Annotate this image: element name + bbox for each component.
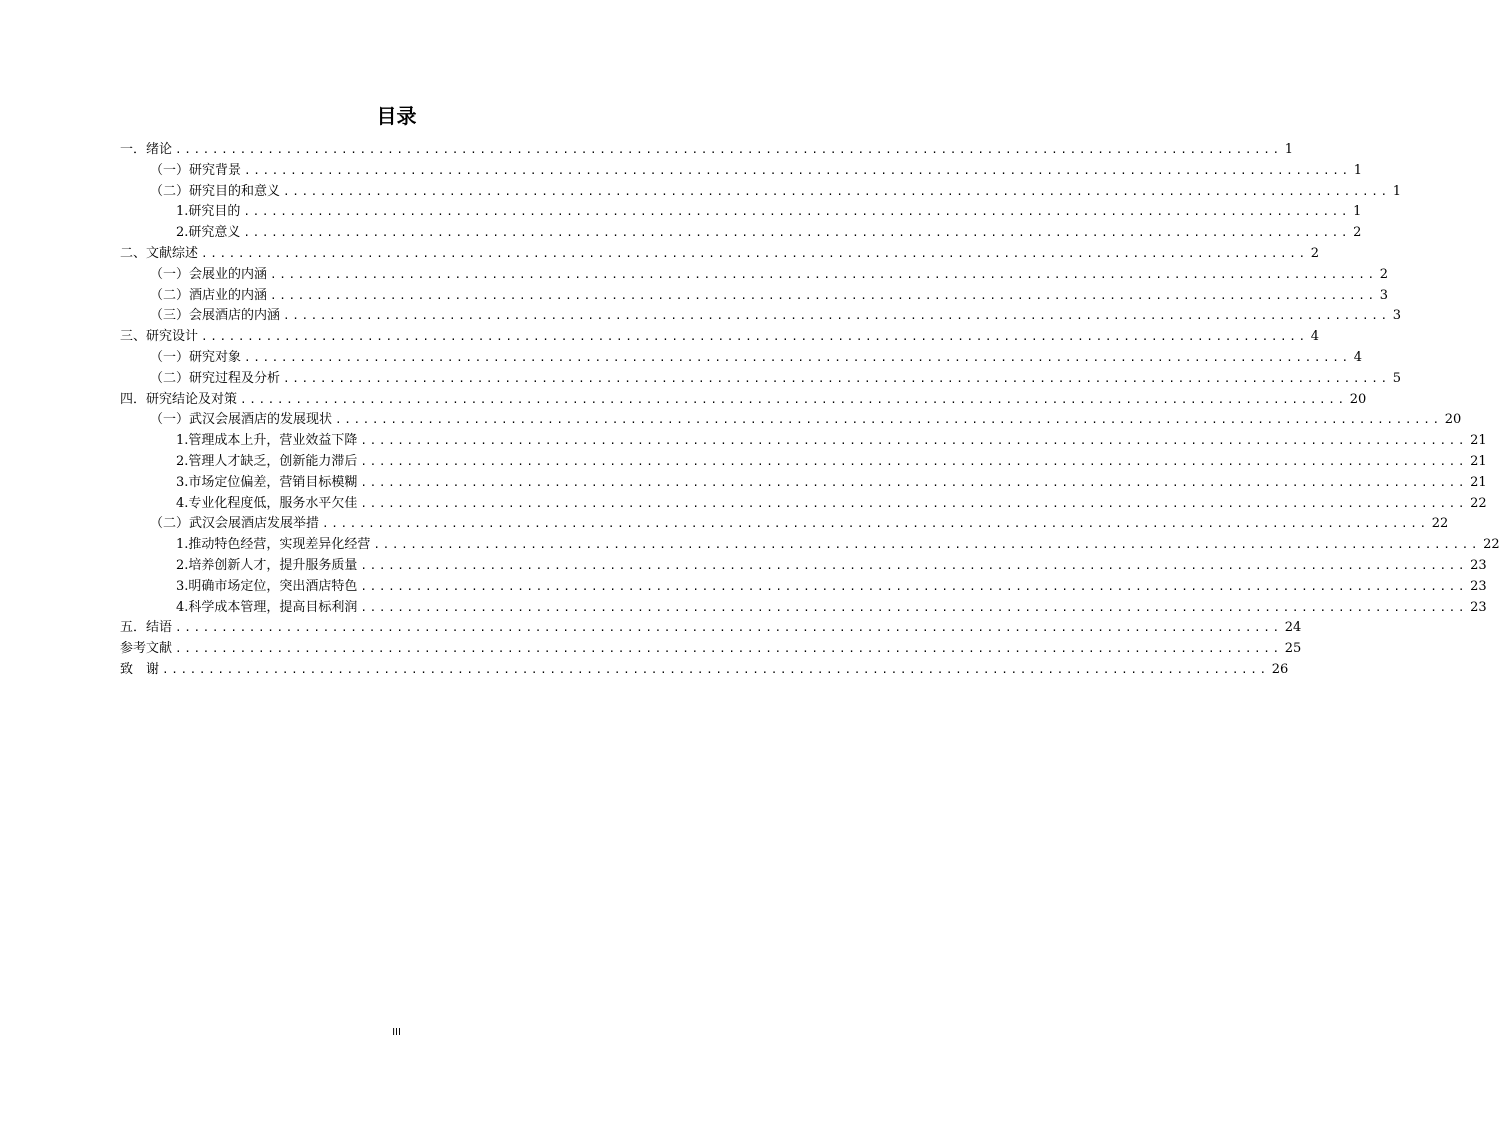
toc-entry-page-number: 4: [1353, 349, 1363, 365]
toc-entry-page-number: 3: [1379, 287, 1389, 303]
toc-entry[interactable]: [120, 348, 1363, 369]
toc-entry-label: （二）研究过程及分析: [150, 370, 281, 386]
toc-entry-label: （二）研究目的和意义: [150, 183, 281, 199]
toc-entry[interactable]: [120, 223, 1362, 244]
toc-entry-label: 参考文献: [120, 641, 173, 657]
toc-dot-leader: ........................................................................................................................: [175, 621, 1282, 635]
toc-dot-leader: ........................................................................................................................: [283, 371, 1390, 385]
toc-entry-label: 1.管理成本上升，营业效益下降: [176, 433, 358, 449]
toc-entry[interactable]: [120, 452, 1487, 473]
toc-dot-leader: ........................................................................................................................: [175, 642, 1282, 656]
toc-entry[interactable]: [120, 140, 1294, 161]
toc-entry[interactable]: [120, 598, 1487, 619]
toc-entry-label: 2.管理人才缺乏，创新能力滞后: [176, 453, 358, 469]
toc-entry-page-number: 1: [1353, 204, 1362, 220]
toc-entry[interactable]: [120, 161, 1363, 182]
toc-entry-label: 4.科学成本管理，提高目标利润: [176, 599, 358, 615]
toc-entry[interactable]: [120, 556, 1487, 577]
toc-dot-leader: ........................................................................................................................: [162, 662, 1269, 676]
toc-entry-page-number: 3: [1392, 308, 1402, 324]
toc-entry[interactable]: [120, 494, 1487, 515]
toc-dot-leader: ........................................................................................................................: [201, 246, 1308, 260]
toc-dot-leader: ........................................................................................................................: [270, 288, 1377, 302]
toc-dot-leader: ........................................................................................................................: [244, 350, 1351, 364]
toc-entry-page-number: 5: [1392, 370, 1402, 386]
toc-entry-label: 2.研究意义: [176, 225, 241, 241]
toc-entry-label: （三）会展酒店的内涵: [150, 308, 281, 324]
toc-entry-label: （一）会展业的内涵: [150, 266, 268, 282]
toc-dot-leader: ........................................................................................................................: [243, 226, 1351, 240]
toc-entry[interactable]: [120, 535, 1500, 556]
toc-entry-page-number: 22: [1483, 537, 1500, 553]
toc-entry-page-number: 2: [1353, 225, 1362, 241]
toc-entry-label: 致 谢: [120, 661, 160, 677]
toc-entry-page-number: 20: [1349, 391, 1367, 407]
toc-entry[interactable]: [120, 410, 1462, 431]
toc-entry-page-number: 1: [1392, 183, 1402, 199]
toc-entry-page-number: 22: [1431, 516, 1449, 532]
toc-entry-page-number: 21: [1470, 433, 1487, 449]
toc-entry-label: 五．结语: [120, 620, 173, 636]
toc-entry-label: 2.培养创新人才，提升服务质量: [176, 557, 358, 573]
toc-dot-leader: ........................................................................................................................: [240, 392, 1347, 406]
toc-entry-label: 四．研究结论及对策: [120, 391, 238, 407]
toc-entry-page-number: 1: [1284, 142, 1294, 157]
toc-entry-label: （一）研究对象: [150, 349, 242, 365]
toc-dot-leader: ........................................................................................................................: [283, 184, 1390, 198]
toc-dot-leader: ........................................................................................................................: [360, 496, 1468, 510]
toc-entry[interactable]: [120, 431, 1487, 452]
toc-entry[interactable]: [120, 618, 1302, 639]
page-title: 目录: [376, 104, 417, 128]
toc-entry-label: （二）酒店业的内涵: [150, 287, 268, 303]
toc-entry-label: 三、研究设计: [120, 329, 199, 345]
toc-entry[interactable]: [120, 577, 1487, 598]
toc-entry-page-number: 21: [1470, 453, 1487, 469]
toc-entry-label: 二、文献综述: [120, 245, 199, 261]
toc-entry-label: （二）武汉会展酒店发展举措: [150, 516, 320, 532]
toc-entry-page-number: 24: [1284, 620, 1302, 636]
toc-dot-leader: ........................................................................................................................: [360, 475, 1468, 489]
toc-entry-label: 1.研究目的: [176, 204, 241, 220]
toc-entry[interactable]: [120, 306, 1402, 327]
toc-dot-leader: ........................................................................................................................: [201, 330, 1308, 344]
toc-dot-leader: ........................................................................................................................: [283, 309, 1390, 323]
toc-dot-leader: ........................................................................................................................: [360, 434, 1468, 448]
toc-entry-label: （一）研究背景: [150, 162, 242, 178]
toc-entry-label: 3.市场定位偏差，营销目标模糊: [176, 474, 358, 490]
toc-entry-label: 一．绪论: [120, 142, 173, 157]
toc-entry-page-number: 21: [1470, 474, 1487, 490]
toc-dot-leader: ........................................................................................................................: [322, 517, 1429, 531]
toc-entry[interactable]: [120, 473, 1487, 494]
toc-entry-page-number: 2: [1310, 245, 1320, 261]
toc-entry[interactable]: [120, 202, 1362, 223]
toc-entry[interactable]: [120, 639, 1302, 660]
toc-entry-page-number: 1: [1353, 162, 1363, 178]
toc-dot-leader: ........................................................................................................................: [335, 413, 1442, 427]
toc-entry-page-number: 23: [1470, 557, 1487, 573]
toc-dot-leader: ........................................................................................................................: [270, 267, 1377, 281]
toc-entry-page-number: 25: [1284, 641, 1302, 657]
toc-entry-page-number: 22: [1470, 495, 1487, 511]
toc-dot-leader: ........................................................................................................................: [373, 538, 1481, 552]
toc-entry[interactable]: [120, 265, 1389, 286]
toc-dot-leader: ........................................................................................................................: [244, 163, 1351, 177]
page-number: III: [392, 1027, 401, 1038]
toc-entry[interactable]: [120, 514, 1449, 535]
toc-dot-leader: ........................................................................................................................: [175, 143, 1282, 156]
toc-dot-leader: ........................................................................................................................: [360, 558, 1468, 572]
toc-entry[interactable]: [120, 286, 1389, 307]
toc-entry-page-number: 4: [1310, 329, 1320, 345]
toc-entry-label: 4.专业化程度低，服务水平欠佳: [176, 495, 358, 511]
toc-entry-page-number: 2: [1379, 266, 1389, 282]
toc-entry-page-number: 23: [1470, 599, 1487, 615]
toc-dot-leader: ........................................................................................................................: [243, 205, 1351, 219]
toc-entry[interactable]: [120, 244, 1320, 265]
toc-entry[interactable]: [120, 369, 1402, 390]
toc-entry-page-number: 20: [1444, 412, 1462, 428]
toc-entry[interactable]: [120, 182, 1402, 203]
toc-dot-leader: ........................................................................................................................: [360, 454, 1468, 468]
toc-entry-label: （一）武汉会展酒店的发展现状: [150, 412, 333, 428]
toc-dot-leader: ........................................................................................................................: [360, 600, 1468, 614]
toc-entry[interactable]: [120, 660, 1289, 681]
toc-entry-page-number: 26: [1271, 661, 1289, 677]
toc-entry[interactable]: [120, 390, 1367, 411]
toc-dot-leader: ........................................................................................................................: [360, 579, 1468, 593]
table-of-contents: [120, 140, 1500, 681]
toc-entry-label: 3.明确市场定位，突出酒店特色: [176, 578, 358, 594]
toc-entry[interactable]: [120, 327, 1320, 348]
toc-entry-page-number: 23: [1470, 578, 1487, 594]
toc-entry-label: 1.推动特色经营，实现差异化经营: [176, 537, 371, 553]
